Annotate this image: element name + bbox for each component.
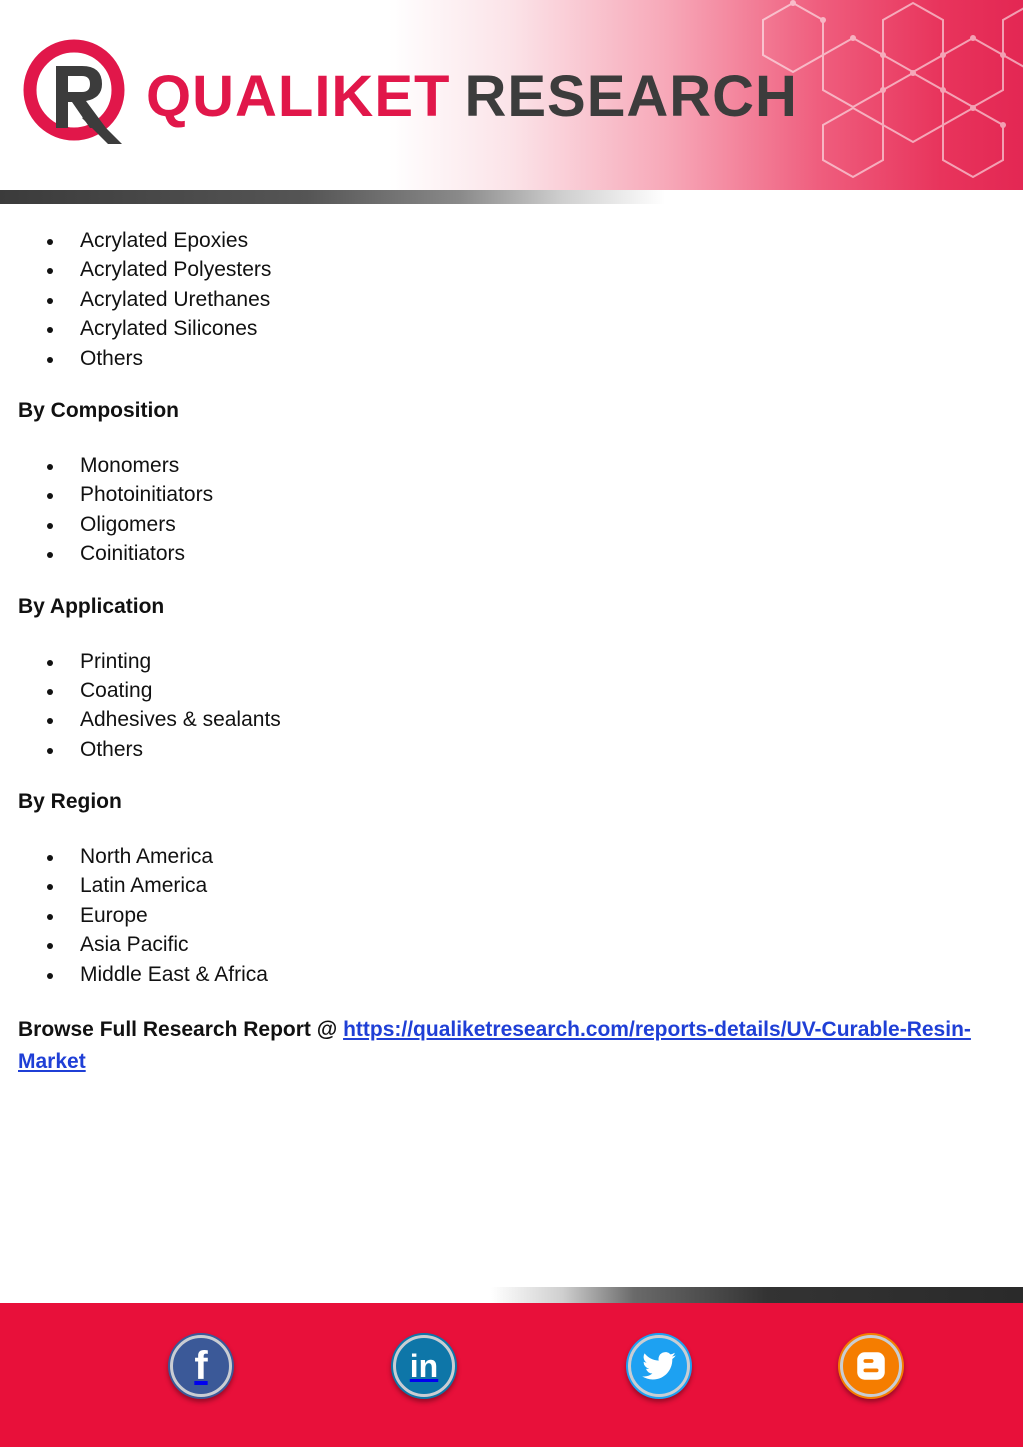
section-title-region: By Region: [18, 790, 122, 814]
footer-divider: [0, 1287, 1023, 1303]
section-title-application: By Application: [18, 594, 165, 618]
list-item: Europe: [18, 901, 998, 930]
list-item: Acrylated Silicones: [18, 314, 998, 343]
list-item: Monomers: [18, 451, 998, 480]
brand-wordmark: [146, 62, 798, 132]
list-item: Printing: [18, 647, 998, 676]
section-title-composition: By Composition: [18, 398, 179, 422]
list-item: Acrylated Polyesters: [18, 255, 998, 284]
list-item: Others: [18, 735, 998, 764]
browse-label: Browse Full Research Report @: [18, 1018, 344, 1042]
qualiket-logo-icon: [22, 36, 134, 148]
region-list: [18, 842, 998, 989]
header-banner: [0, 0, 1023, 190]
list-item: Photoinitiators: [18, 480, 998, 509]
linkedin-icon[interactable]: in: [391, 1333, 457, 1399]
brand-name-part2: RESEARCH: [464, 64, 798, 129]
list-item: North America: [18, 842, 998, 871]
list-item: Latin America: [18, 871, 998, 900]
browse-report: [18, 1014, 998, 1078]
application-list: [18, 647, 998, 765]
list-item: Asia Pacific: [18, 930, 998, 959]
list-item: Acrylated Epoxies: [18, 226, 998, 255]
list-item: Coating: [18, 676, 998, 705]
twitter-bird-glyph: [642, 1352, 676, 1380]
header-divider: [0, 190, 1023, 204]
twitter-icon[interactable]: [626, 1333, 692, 1399]
list-item: Coinitiators: [18, 539, 998, 568]
list-item: Acrylated Urethanes: [18, 285, 998, 314]
report-link[interactable]: https://qualiketresearch.com/reports-details/UV-Curable-Resin-Market: [18, 1018, 971, 1074]
type-list: [18, 226, 998, 373]
composition-list: [18, 451, 998, 569]
report-content: [18, 226, 998, 1078]
list-item: Middle East & Africa: [18, 960, 998, 989]
list-item: Oligomers: [18, 510, 998, 539]
list-item: Adhesives & sealants: [18, 705, 998, 734]
facebook-icon[interactable]: f: [168, 1333, 234, 1399]
blogger-glyph: [856, 1351, 886, 1381]
blogger-icon[interactable]: [838, 1333, 904, 1399]
list-item: Others: [18, 344, 998, 373]
brand-name-part1: QUALIKET: [146, 64, 451, 129]
